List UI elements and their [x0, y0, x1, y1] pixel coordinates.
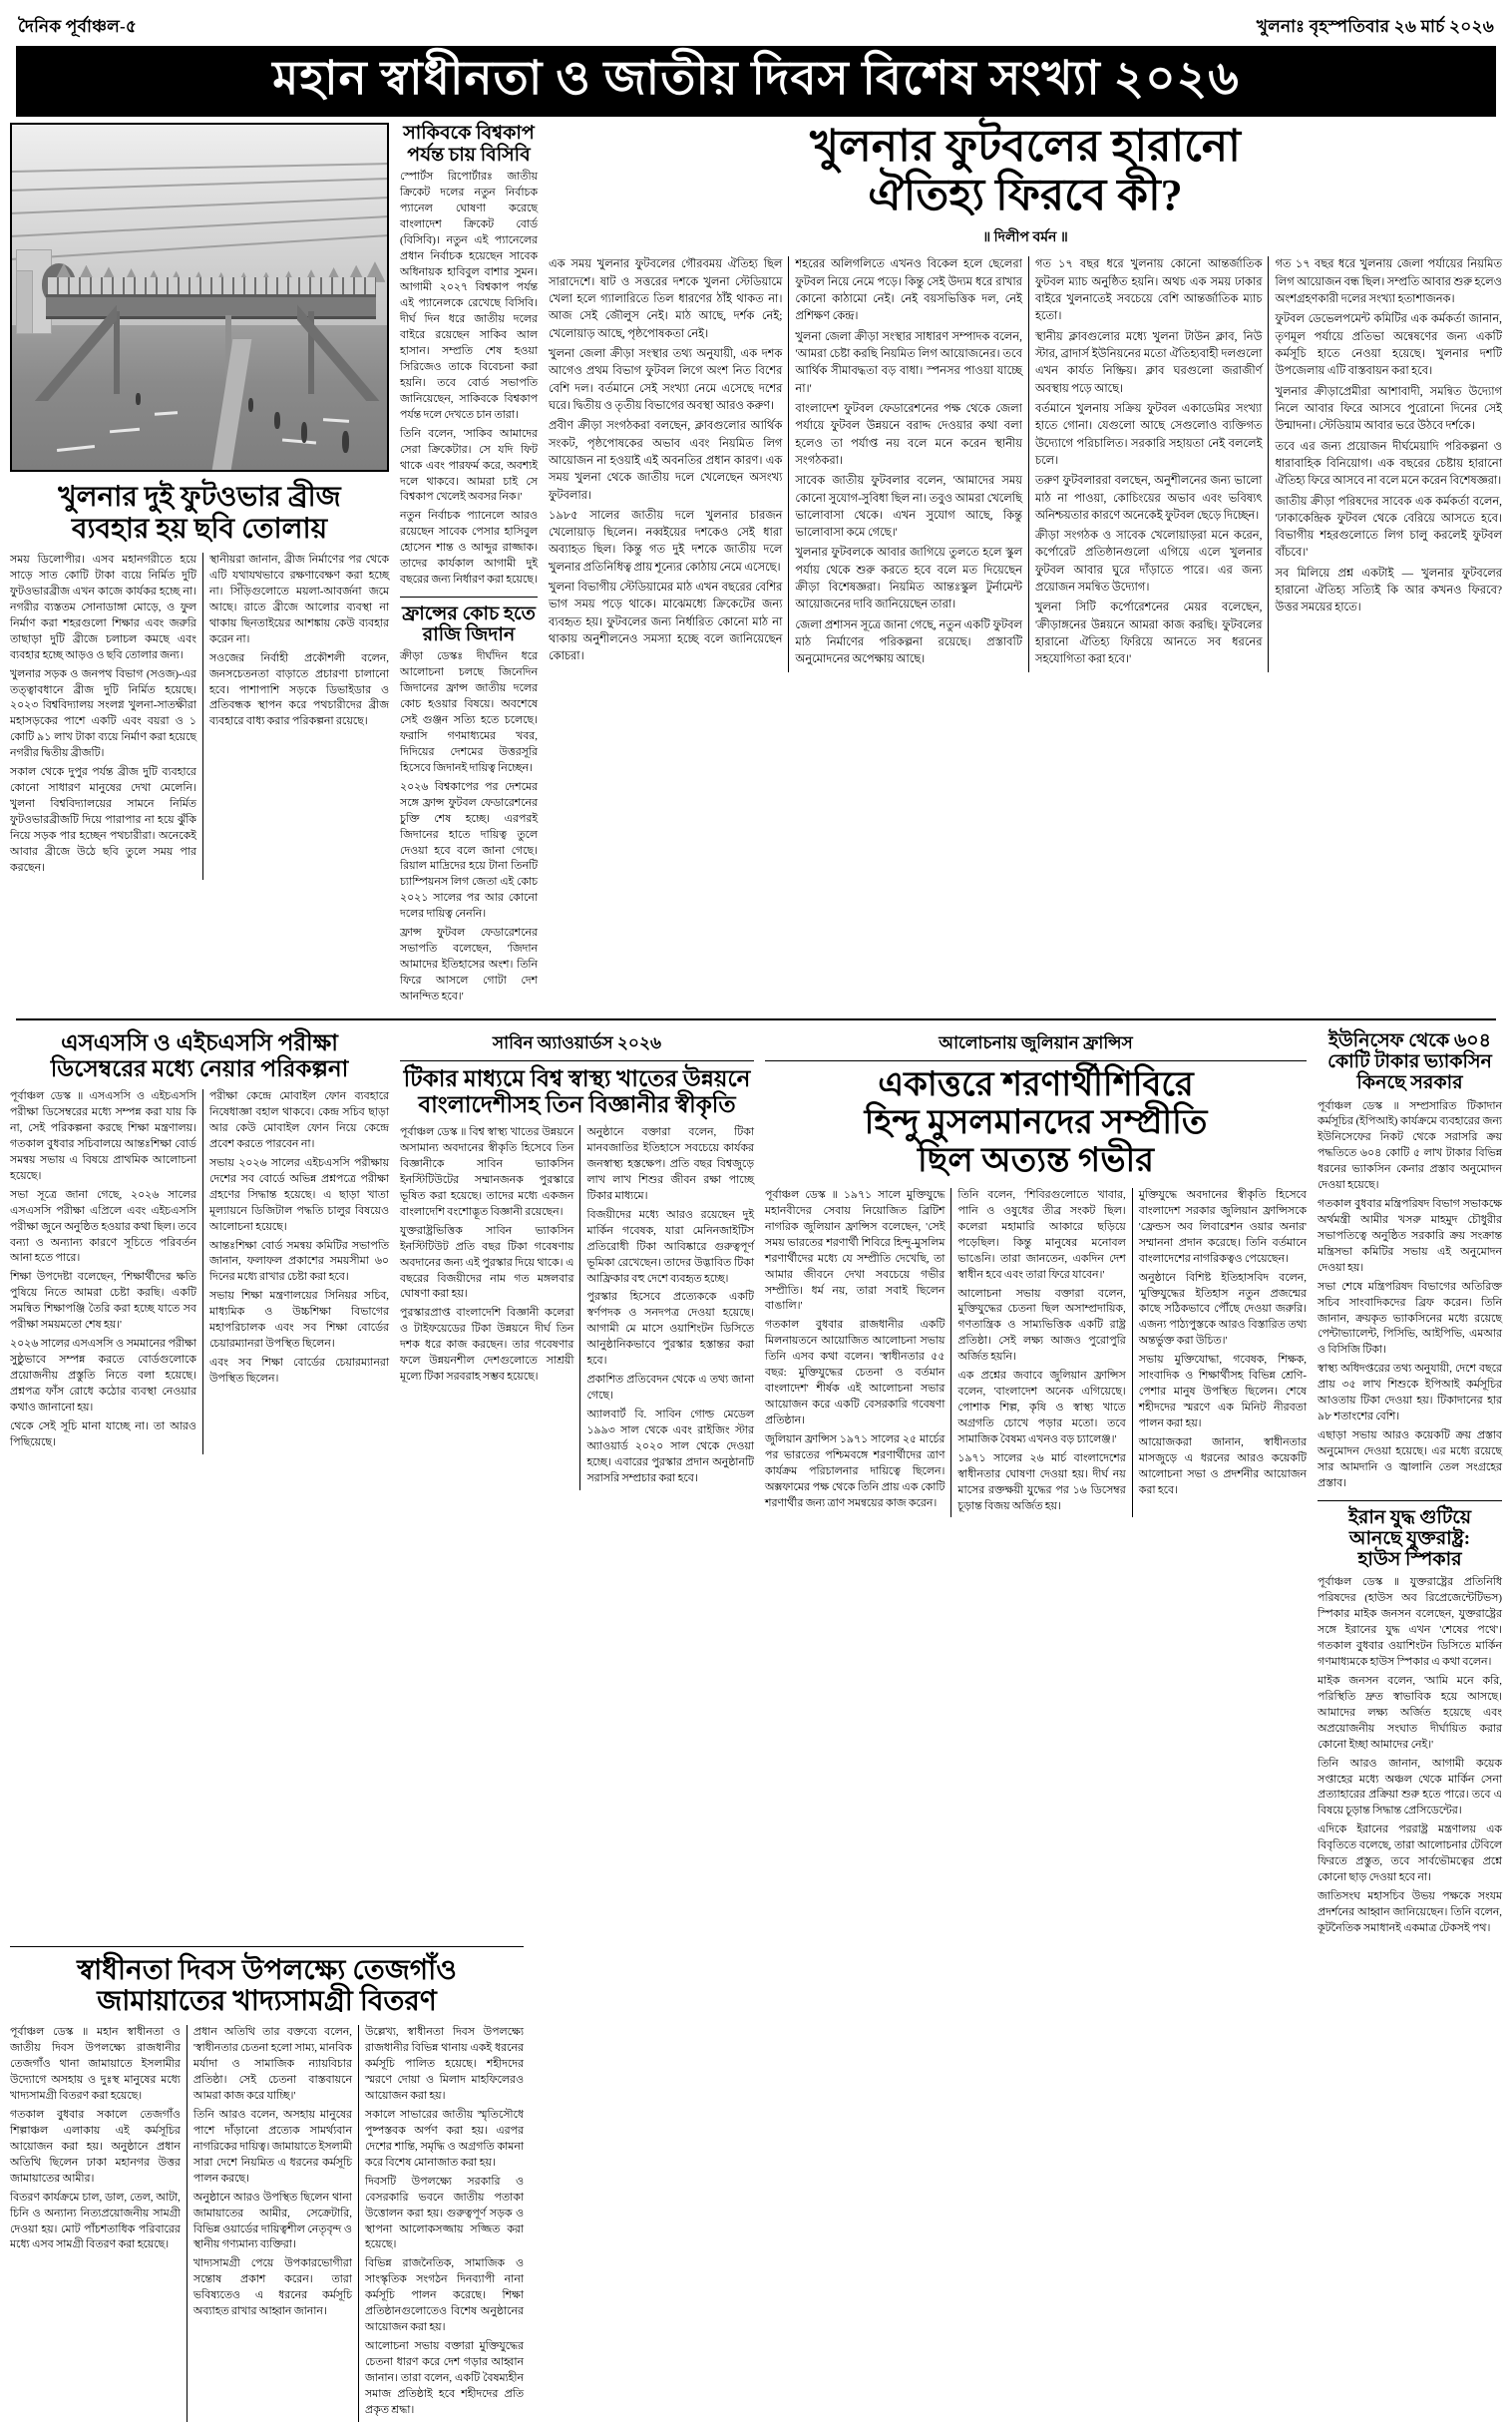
julian-headline-line2: হিন্দু মুসলমানদের সম্প্রীতি: [864, 1103, 1208, 1141]
paragraph: জেলা প্রশাসন সূত্রে জানা গেছে, নতুন একটি ফুটবল মাঠ নির্মাণের পরিকল্পনা রয়েছে। প্রস্তাবটি অনুমোদনের অপেক্ষায় আছে।: [795, 618, 1022, 666]
paragraph: আন্তঃশিক্ষা বোর্ড সমন্বয় কমিটির সভাপতি জানান, ফলাফল প্রকাশের সময়সীমা ৬০ দিনের মধ্যে রাখার চেষ্টা করা হবে।: [208, 1239, 389, 1284]
paragraph: পূর্বাঞ্চল ডেস্ক ॥ ১৯৭১ সালে মুক্তিযুদ্ধে মহানবীদের সেবায় নিয়োজিত ব্রিটিশ নাগরিক জুলিয়ান ফ্রান্সিস বলেছেন, 'সেই সময় ভারতের শরণার্থী শিবিরে হিন্দু-মুসলিম শরণার্থীদের মধ্যে যে সম্প্রীতি দেখেছি, তা আমার জীবনে দেখা সবচেয়ে গভীর সম্প্রীতি। ধর্ম নয়, তারা সবাই ছিলেন বাঙালি।': [765, 1189, 945, 1313]
paragraph: বর্তমানে খুলনায় সক্রিয় ফুটবল একাডেমির সংখ্যা হাতে গোনা। যেগুলো আছে সেগুলোও ব্যক্তিগত উদ্যোগে পরিচালিত। সরকারি সহায়তা নেই বললেই চলে।: [1034, 402, 1263, 467]
jamaat-body-col1: [10, 2025, 181, 2421]
paragraph: খাদ্যসামগ্রী পেয়ে উপকারভোগীরা সন্তোষ প্রকাশ করেন। তারা ভবিষ্যতেও এ ধরনের কর্মসূচি অব্যাহত রাখার আহ্বান জানান।: [192, 2257, 352, 2318]
football-body: [549, 256, 1502, 672]
paragraph: সভা শেষে মন্ত্রিপরিষদ বিভাগের অতিরিক্ত সচিব সাংবাদিকদের ব্রিফ করেন। তিনি জানান, ক্রয়কৃত ভ্যাকসিনের মধ্যে রয়েছে পেন্টাভ্যালেন্ট, পিসিভি, আইপিভি, এমআর ও বিসিজি টিকা।: [1318, 1280, 1502, 1357]
jamaat-story: [10, 1946, 524, 2422]
paragraph: খুলনার ক্রীড়াপ্রেমীরা আশাবাদী, সমন্বিত উদ্যোগ নিলে আবার ফিরে আসবে পুরোনো দিনের সেই উন্মাদনা। স্টেডিয়াম আবার ভরে উঠবে দর্শকে।: [1275, 385, 1502, 433]
paragraph: গতকাল বুধবার সকালে তেজগাঁও শিল্পাঞ্চল এলাকায় এই কর্মসূচির আয়োজন করা হয়। অনুষ্ঠানে প্রধান অতিথি ছিলেন ঢাকা মহানগর উত্তর জামায়াতের আমীর।: [10, 2109, 181, 2185]
football-headline-line1: খুলনার ফুটবলের হারানো: [810, 122, 1241, 172]
sakib-body: [400, 170, 538, 589]
iran-headline: [1318, 1507, 1502, 1571]
paragraph: গতকাল বুধবার মন্ত্রিপরিষদ বিভাগ সভাকক্ষে অর্থমন্ত্রী আমীর খসরু মাহমুদ চৌধুরীর সভাপতিত্বে অনুষ্ঠিত সরকারি ক্রয় সংক্রান্ত মন্ত্রিসভা কমিটির সভায় এই অনুমোদন দেওয়া হয়।: [1318, 1198, 1502, 1274]
paragraph: ফুটবল ডেভেলপমেন্ট কমিটির এক কর্মকর্তা জানান, তৃণমূল পর্যায়ে প্রতিভা অন্বেষণের জন্য একটি কর্মসূচি হাতে নেওয়া হয়েছে। খুলনার দশটি উপজেলায় এটি বাস্তবায়ন করা হবে।: [1275, 313, 1502, 378]
paragraph: মাইক জনসন বলেন, 'আমি মনে করি, পরিস্থিতি দ্রুত স্বাভাবিক হয়ে আসছে। আমাদের লক্ষ্য অর্জিত হয়েছে এবং অপ্রয়োজনীয় সংঘাত দীর্ঘায়িত করার কোনো ইচ্ছা আমাদের নেই।': [1318, 1675, 1502, 1751]
paragraph: বিতরণ কার্যক্রমে চাল, ডাল, তেল, আটা, চিনি ও অন্যান্য নিত্যপ্রয়োজনীয় সামগ্রী দেওয়া হয়। মোট পাঁচশতাধিক পরিবারের মধ্যে এসব সামগ্রী বিতরণ করা হয়েছে।: [10, 2191, 181, 2251]
bottom-section: [10, 1946, 1502, 2422]
paragraph: এদিকে ইরানের পররাষ্ট্র মন্ত্রণালয় এক বিবৃতিতে বলেছে, তারা আলোচনার টেবিলে ফিরতে প্রস্তুত, তবে সার্বভৌমত্বের প্রশ্নে কোনো ছাড় দেওয়া হবে না।: [1318, 1823, 1502, 1884]
julian-headline-line1: একাত্তরে শরণার্থীশিবিরে: [878, 1065, 1194, 1103]
paragraph: আয়োজকরা জানান, স্বাধীনতার মাসজুড়ে এ ধরনের আরও কয়েকটি আলোচনা সভা ও প্রদর্শনীর আয়োজন করা হবে।: [1138, 1435, 1307, 1496]
julian-kicker: আলোচনায় জুলিয়ান ফ্রান্সিস: [765, 1030, 1307, 1061]
paragraph: তবে এর জন্য প্রয়োজন দীর্ঘমেয়াদি পরিকল্পনা ও ধারাবাহিক বিনিয়োগ। এক বছরের চেষ্টায় হারানো ঐতিহ্য ফিরে আসবে না বলে মনে করেন বিশেষজ্ঞরা।: [1275, 440, 1502, 488]
iran-headline-line1: ইরান যুদ্ধ গুটিয়ে: [1347, 1506, 1472, 1528]
paragraph: প্রকাশিত প্রতিবেদন থেকে এ তথ্য জানা গেছে।: [586, 1374, 754, 1403]
paragraph: গত ১৭ বছর ধরে খুলনায় কোনো আন্তর্জাতিক ফুটবল ম্যাচ অনুষ্ঠিত হয়নি। অথচ এক সময় ঢাকার বাইরে খুলনাতেই সবচেয়ে বেশি আন্তর্জাতিক ম্যাচ হতো।: [1034, 258, 1263, 323]
paragraph: খুলনা বিভাগীয় স্টেডিয়ামের মাঠ এখন বছরের বেশির ভাগ সময় পড়ে থাকে। মাঝেমধ্যে ক্রিকেটের জন্য ব্যবহৃত হয়। ফুটবলের জন্য নির্ধারিত কোনো মাঠ না থাকায় অনুশীলনেও সমস্যা হচ্ছে বলে জানিয়েছেন কোচরা।: [549, 582, 783, 663]
paragraph: এবং সব শিক্ষা বোর্ডের চেয়ারম্যানরা উপস্থিত ছিলেন।: [208, 1357, 389, 1385]
julian-headline: [765, 1066, 1307, 1180]
paragraph: সভায় ২০২৬ সালের এইচএসসি পরীক্ষায় দেশের সব বোর্ডে অভিন্ন প্রশ্নপত্রে পরীক্ষা গ্রহণের সিদ্ধান্ত হয়েছে। এ ছাড়া খাতা মূল্যায়নে ডিজিটাল পদ্ধতি চালুর বিষয়েও আলোচনা হয়েছে।: [208, 1156, 389, 1233]
jidan-headline-line2: রাজি জিদান: [422, 624, 516, 646]
football-body-col2: [788, 256, 1022, 672]
jamaat-headline-line1: স্বাধীনতা দিবস উপলক্ষ্যে তেজগাঁও: [77, 1954, 457, 1986]
paragraph: প্রধান অতিথি তার বক্তব্যে বলেন, 'স্বাধীনতার চেতনা হলো সাম্য, মানবিক মর্যাদা ও সামাজিক ন্যায়বিচার প্রতিষ্ঠা। সেই চেতনা বাস্তবায়নে আমরা কাজ করে যাচ্ছি।': [192, 2026, 352, 2103]
paragraph: শিক্ষা উপদেষ্টা বলেছেন, 'শিক্ষার্থীদের ক্ষতি পুষিয়ে নিতে আমরা চেষ্টা করছি। একটি সমন্বিত শিক্ষাপঞ্জি তৈরি করা হচ্ছে যাতে সব পরীক্ষা সময়মতো শেষ হয়।': [10, 1271, 196, 1332]
special-edition-banner: মহান স্বাধীনতা ও জাতীয় দিবস বিশেষ সংখ্যা ২০২৬: [16, 46, 1496, 117]
paragraph: ক্রীড়া সংগঠক ও সাবেক খেলোয়াড়রা মনে করেন, কর্পোরেট প্রতিষ্ঠানগুলো এগিয়ে এলে খুলনার ফুটবল আবার ঘুরে দাঁড়াতে পারে। এর জন্য প্রয়োজন সমন্বিত উদ্যোগ।: [1034, 530, 1263, 595]
jamaat-headline: [10, 1955, 524, 2018]
top-section: [10, 123, 1502, 1008]
sabin-body-col1: [400, 1125, 573, 1489]
sakib-headline: [400, 123, 538, 166]
paragraph: গত ১৭ বছর ধরে খুলনায় জেলা পর্যায়ের নিয়মিত লিগ আয়োজন বন্ধ ছিল। সম্প্রতি আবার শুরু হলেও অংশগ্রহণকারী দলের সংখ্যা হতাশাজনক।: [1275, 258, 1502, 305]
masthead-line: [10, 0, 1502, 44]
football-headline: [549, 123, 1502, 219]
publication-name: দৈনিক পূর্বাঞ্চল-৫: [18, 17, 138, 36]
paragraph: আলোচনা সভায় বক্তারা মুক্তিযুদ্ধের চেতনা ধারণ করে দেশ গড়ার আহ্বান জানান। তারা বলেন, একটি বৈষম্যহীন সমাজ প্রতিষ্ঠাই হবে শহীদদের প্রতি প্রকৃত শ্রদ্ধা।: [364, 2340, 524, 2416]
football-headline-line2: ঐতিহ্য ফিরবে কী?: [868, 170, 1183, 219]
paragraph: পূর্বাঞ্চল ডেস্ক ॥ এসএসসি ও এইচএসসি পরীক্ষা ডিসেম্বরের মধ্যে সম্পন্ন করা যায় কি না, সেই পরিকল্পনা করছে শিক্ষা মন্ত্রণালয়। গতকাল বুধবার সচিবালয়ে আন্তঃশিক্ষা বোর্ড সমন্বয় সভায় এ বিষয়ে প্রাথমিক আলোচনা হয়েছে।: [10, 1090, 196, 1182]
paragraph: ১৯৭১ সালের ২৬ মার্চ বাংলাদেশের স্বাধীনতার ঘোষণা দেওয়া হয়। দীর্ঘ নয় মাসের রক্তক্ষয়ী যুদ্ধের পর ১৬ ডিসেম্বর চূড়ান্ত বিজয় অর্জিত হয়।: [957, 1451, 1126, 1512]
photo-story-body-col1: [10, 553, 196, 879]
paragraph: থেকে সেই সূচি মানা যাচ্ছে না। তা আরও পিছিয়েছে।: [10, 1419, 196, 1448]
paragraph: পুরস্কারপ্রাপ্ত বাংলাদেশি বিজ্ঞানী কলেরা ও টাইফয়েডের টিকা উন্নয়নে দীর্ঘ তিন দশক ধরে কাজ করছেন। তার গবেষণার ফলে উন্নয়নশীল দেশগুলোতে সাশ্রয়ী মূল্যে টিকা সরবরাহ সম্ভব হয়েছে।: [400, 1307, 574, 1384]
paragraph: এক সময় খুলনার ফুটবলের গৌরবময় ঐতিহ্য ছিল সারাদেশে। ষাট ও সত্তরের দশকে খুলনা স্টেডিয়ামে খেলা হলে গ্যালারিতে তিল ধারণের ঠাঁই থাকত না। আজ সেই জৌলুস নেই। মাঠ আছে, দর্শক নেই; খেলোয়াড় আছে, পৃষ্ঠপোষকতা নেই।: [549, 258, 783, 340]
julian-headline-line3: ছিল অত্যন্ত গভীর: [918, 1141, 1154, 1179]
paragraph: ২০২৬ সালের এসএসসি ও সমমানের পরীক্ষা সুষ্ঠুভাবে সম্পন্ন করতে বোর্ডগুলোকে প্রয়োজনীয় প্রস্তুতি নিতে বলা হয়েছে। প্রশ্নপত্র ফাঁস রোধে কঠোর ব্যবস্থা নেওয়ার কথাও জানানো হয়।: [10, 1338, 196, 1413]
paragraph: জাতীয় ক্রীড়া পরিষদের সাবেক এক কর্মকর্তা বলেন, 'ঢাকাকেন্দ্রিক ফুটবল থেকে বেরিয়ে আসতে হবে। বিভাগীয় শহরগুলোতে লিগ চালু করলেই ফুটবল বাঁচবে।': [1275, 495, 1502, 560]
photo-story-column: [10, 123, 389, 879]
paragraph: উল্লেখ্য, স্বাধীনতা দিবস উপলক্ষ্যে রাজধানীর বিভিন্ন থানায় একই ধরনের কর্মসূচি পালিত হয়েছে। শহীদদের স্মরণে দোয়া ও মিলাদ মাহফিলেরও আয়োজন করা হয়।: [364, 2026, 524, 2103]
paragraph: সভা সূত্রে জানা গেছে, ২০২৬ সালের এসএসসি পরীক্ষা এপ্রিলে এবং এইচএসসি পরীক্ষা জুনে অনুষ্ঠিত হওয়ার কথা ছিল। তবে বন্যা ও অন্যান্য কারণে সূচিতে পরিবর্তন আনা হতে পারে।: [10, 1188, 196, 1265]
paragraph: অনুষ্ঠানে বিশিষ্ট ইতিহাসবিদ বলেন, 'মুক্তিযুদ্ধের ইতিহাস নতুন প্রজন্মের কাছে সঠিকভাবে পৌঁছে দেওয়া জরুরি। এজন্য পাঠ্যপুস্তকে আরও বিস্তারিত তথ্য অন্তর্ভুক্ত করা উচিত।': [1138, 1271, 1307, 1348]
paragraph: বাংলাদেশ ফুটবল ফেডারেশনের পক্ষ থেকে জেলা পর্যায়ে ফুটবল উন্নয়নে বরাদ্দ দেওয়ার কথা বলা হলেও তা পর্যাপ্ত নয় বলে মনে করেন স্থানীয় সংগঠকরা।: [795, 402, 1022, 467]
exam-body-col1: [10, 1089, 196, 1453]
paragraph: দিবসটি উপলক্ষ্যে সরকারি ও বেসরকারি ভবনে জাতীয় পতাকা উত্তোলন করা হয়। গুরুত্বপূর্ণ সড়ক ও স্থাপনা আলোকসজ্জায় সজ্জিত করা হয়েছে।: [364, 2175, 524, 2251]
exam-headline-line2: ডিসেম্বরের মধ্যে নেয়ার পরিকল্পনা: [50, 1055, 349, 1081]
jidan-body: [400, 649, 538, 1005]
sabin-headline: [400, 1066, 754, 1118]
paragraph: অ্যালবার্ট বি. সাবিন গোল্ড মেডেল ১৯৯৩ সাল থেকে এবং রাইজিং স্টার অ্যাওয়ার্ড ২০২০ সাল থেকে দেওয়া হচ্ছে। এবারের পুরস্কার প্রদান অনুষ্ঠানটি সরাসরি সম্প্রচার করা হবে।: [586, 1408, 754, 1484]
jidan-headline: [400, 604, 538, 646]
exam-story: [10, 1030, 389, 1454]
paragraph: স্থানীয় ক্লাবগুলোর মধ্যে খুলনা টাউন ক্লাব, নিউ স্টার, ব্রাদার্স ইউনিয়নের মতো ঐতিহ্যবাহী দলগুলো এখন কার্যত নিষ্ক্রিয়। ক্লাব ঘরগুলো জরাজীর্ণ অবস্থায় পড়ে আছে।: [1034, 330, 1263, 395]
sabin-story: [400, 1030, 754, 1490]
unicef-headline-line3: কিনছে সরকার: [1356, 1072, 1463, 1094]
paragraph: অনুষ্ঠানে বক্তারা বলেন, টিকা মানবজাতির ইতিহাসে সবচেয়ে কার্যকর জনস্বাস্থ্য হস্তক্ষেপ। প্রতি বছর বিশ্বজুড়ে লাখ লাখ শিশুর জীবন রক্ষা পাচ্ছে টিকার মাধ্যমে।: [586, 1126, 754, 1202]
paragraph: তিনি আরও জানান, আগামী কয়েক সপ্তাহের মধ্যে অঞ্চল থেকে মার্কিন সেনা প্রত্যাহারের প্রক্রিয়া শুরু হতে পারে। তবে এ বিষয়ে চূড়ান্ত সিদ্ধান্ত প্রেসিডেন্টের।: [1318, 1757, 1502, 1817]
paragraph: তিনি বলেন, 'সাকিব আমাদের সেরা ক্রিকেটার। সে যদি ফিট থাকে এবং পারফর্ম করে, অবশ্যই দলে থাকবে। আমরা চাই সে বিশ্বকাপ খেলেই অবসর নিক।': [400, 427, 538, 504]
paragraph: যুক্তরাষ্ট্রভিত্তিক সাবিন ভ্যাকসিন ইনস্টিটিউট প্রতি বছর টিকা গবেষণায় অবদানের জন্য এই পুরস্কার দিয়ে থাকে। এ বছরের বিজয়ীদের নাম গত মঙ্গলবার ঘোষণা করা হয়।: [400, 1224, 574, 1301]
photo-story-headline-line2: ব্যবহার হয় ছবি তোলায়: [71, 513, 328, 545]
exam-body-col2: [202, 1089, 389, 1453]
paragraph: খুলনা জেলা ক্রীড়া সংস্থার সাধারণ সম্পাদক বলেন, 'আমরা চেষ্টা করছি নিয়মিত লিগ আয়োজনের। তবে আর্থিক সীমাবদ্ধতা বড় বাধা। স্পনসর পাওয়া যাচ্ছে না।': [795, 330, 1022, 395]
paragraph: গতকাল বুধবার রাজধানীর একটি মিলনায়তনে আয়োজিত আলোচনা সভায় তিনি এসব কথা বলেন। 'স্বাধীনতার ৫৫ বছর: মুক্তিযুদ্ধের চেতনা ও বর্তমান বাংলাদেশ' শীর্ষক এই আলোচনা সভার আয়োজন করে একটি বেসরকারি গবেষণা প্রতিষ্ঠান।: [765, 1319, 945, 1426]
photo-story-body-col2: [202, 553, 389, 879]
paragraph: শহরের অলিগলিতে এখনও বিকেল হলে ছেলেরা ফুটবল নিয়ে নেমে পড়ে। কিন্তু সেই উদ্যম ধরে রাখার কোনো কাঠামো নেই। নেই বয়সভিত্তিক দল, নেই প্রশিক্ষণ কেন্দ্র।: [795, 258, 1022, 323]
football-body-col3: [1028, 256, 1263, 672]
unicef-body: [1318, 1099, 1502, 1492]
paragraph: স্পোর্টস রিপোর্টারঃ জাতীয় ক্রিকেট দলের নতুন নির্বাচক প্যানেল ঘোষণা করেছে বাংলাদেশ ক্রিকেট বোর্ড (বিসিবি)। নতুন এই প্যানেলের প্রধান নির্বাচক হয়েছেন সাবেক অধিনায়ক হাবিবুল বাশার সুমন। আগামী ২০২৭ বিশ্বকাপ পর্যন্ত এই প্যানেলকে রেখেছে বিসিবি। দীর্ঘ দিন ধরে জাতীয় দলের বাইরে রয়েছেন সাকিব আল হাসান। সম্প্রতি শেষ হওয়া সিরিজেও তাকে বিবেচনা করা হয়নি। তবে বোর্ড সভাপতি জানিয়েছেন, সাকিবকে বিশ্বকাপ পর্যন্ত দলে দেখতে চান তারা।: [400, 170, 538, 421]
sakib-headline-line2: পর্যন্ত চায় বিসিবি: [407, 144, 531, 166]
photo-story-headline-line1: খুলনার দুই ফুটওভার ব্রীজ: [58, 482, 341, 514]
paragraph: তিনি বলেন, 'শিবিরগুলোতে খাবার, পানি ও ওষুধের তীব্র সংকট ছিল। কলেরা মহামারি আকারে ছড়িয়ে পড়েছিল। কিন্তু মানুষের মনোবল ভাঙেনি। তারা জানতেন, একদিন দেশ স্বাধীন হবে এবং তারা ফিরে যাবেন।': [957, 1189, 1126, 1281]
unicef-headline: [1318, 1030, 1502, 1094]
football-feature: [549, 123, 1502, 671]
paragraph: পূর্বাঞ্চল ডেস্ক ॥ বিশ্ব স্বাস্থ্য খাতের উন্নয়নে অসামান্য অবদানের স্বীকৃতি হিসেবে তিন বিজ্ঞানীকে সাবিন ভ্যাকসিন ইনস্টিটিউটের সম্মানজনক পুরস্কারে ভূষিত করা হয়েছে। তাদের মধ্যে একজন বাংলাদেশি বংশোদ্ভূত বিজ্ঞানী রয়েছেন।: [400, 1126, 574, 1218]
sabin-headline-line2: বাংলাদেশীসহ তিন বিজ্ঞানীর স্বীকৃতি: [418, 1091, 736, 1117]
paragraph: অনুষ্ঠানে আরও উপস্থিত ছিলেন থানা জামায়াতের আমীর, সেক্রেটারি, বিভিন্ন ওয়ার্ডের দায়িত্বশীল নেতৃবৃন্দ ও স্থানীয় গণ্যমান্য ব্যক্তিরা।: [192, 2191, 352, 2251]
julian-body-col1: [765, 1188, 945, 1517]
middle-section: [10, 1030, 1502, 1940]
sabin-headline-line1: টিকার মাধ্যমে বিশ্ব স্বাস্থ্য খাতের উন্নয়নে: [403, 1065, 751, 1091]
paragraph: তরুণ ফুটবলাররা বলছেন, অনুশীলনের জন্য ভালো মাঠ না পাওয়া, কোচিংয়ের অভাব এবং ভবিষ্যৎ অনিশ্চয়তার কারণে অনেকেই ফুটবল ছেড়ে দিচ্ছেন।: [1034, 475, 1263, 522]
paragraph: পূর্বাঞ্চল ডেস্ক ॥ যুক্তরাষ্ট্রের প্রতিনিধি পরিষদের (হাউস অব রিপ্রেজেন্টেটিভস) স্পিকার মাইক জনসন বলেছেন, যুক্তরাষ্ট্রের সঙ্গে ইরানের যুদ্ধ এখন 'শেষের পথে'। গতকাল বুধবার ওয়াশিংটন ডিসিতে মার্কিন গণমাধ্যমকে হাউস স্পিকার এ কথা বলেন।: [1318, 1576, 1502, 1669]
paragraph: খুলনা সিটি কর্পোরেশনের মেয়র বলেছেন, 'ক্রীড়াঙ্গনের উন্নয়নে আমরা কাজ করছি। ফুটবলের হারানো ঐতিহ্য ফিরিয়ে আনতে সব ধরনের সহযোগিতা করা হবে।': [1034, 602, 1263, 666]
paragraph: নতুন নির্বাচক প্যানেলে আরও রয়েছেন সাবেক পেসার হাসিবুল হোসেন শান্ত ও আব্দুর রাজ্জাক। তাদের কার্যকাল আগামী দুই বছরের জন্য নির্ধারণ করা হয়েছে।: [400, 510, 538, 587]
paragraph: সভায় মুক্তিযোদ্ধা, গবেষক, শিক্ষক, সাংবাদিক ও শিক্ষার্থীসহ বিভিন্ন শ্রেণি-পেশার মানুষ উপস্থিত ছিলেন। শেষে শহীদদের স্মরণে এক মিনিট নীরবতা পালন করা হয়।: [1138, 1354, 1307, 1429]
paragraph: সাবেক জাতীয় ফুটবলার বলেন, 'আমাদের সময় কোনো সুযোগ-সুবিধা ছিল না। তবুও আমরা খেলেছি ভালোবাসা থেকে। এখন সুযোগ আছে, কিন্তু ভালোবাসা কমে গেছে।': [795, 475, 1022, 540]
paragraph: তিনি আরও বলেন, অসহায় মানুষের পাশে দাঁড়ানো প্রত্যেক সামর্থ্যবান নাগরিকের দায়িত্ব। জামায়াতে ইসলামী সারা দেশে নিয়মিত এ ধরনের কর্মসূচি পালন করছে।: [192, 2109, 352, 2185]
iran-body: [1318, 1575, 1502, 1936]
jamaat-body-col2: [187, 2025, 352, 2421]
paragraph: খুলনার ফুটবলকে আবার জাগিয়ে তুলতে হলে স্কুল পর্যায় থেকে শুরু করতে হবে বলে মত দিয়েছেন ক্রীড়া বিশেষজ্ঞরা। নিয়মিত আন্তঃস্কুল টুর্নামেন্ট আয়োজনের দাবি জানিয়েছেন তারা।: [795, 547, 1022, 611]
unicef-headline-line2: কোটি টাকার ভ্যাকসিন: [1327, 1051, 1492, 1073]
football-body-col4: [1268, 256, 1502, 672]
paragraph: স্থানীয়রা জানান, ব্রীজ নির্মাণের পর থেকে এটি যথাযথভাবে রক্ষণাবেক্ষণ করা হচ্ছে না। সিঁড়িগুলোতে ময়লা-আবর্জনা জমে আছে। রাতে ব্রীজে আলোর ব্যবস্থা না থাকায় ছিনতাইয়ের আশঙ্কায় কেউ ব্যবহার করেন না।: [208, 554, 389, 645]
paragraph: সভায় শিক্ষা মন্ত্রণালয়ের সিনিয়র সচিব, মাধ্যমিক ও উচ্চশিক্ষা বিভাগের মহাপরিচালক এবং সব শিক্ষা বোর্ডের চেয়ারম্যানরা উপস্থিত ছিলেন।: [208, 1290, 389, 1351]
paragraph: সকাল থেকে দুপুর পর্যন্ত ব্রীজ দুটি ব্যবহারে কোনো সাধারণ মানুষের দেখা মেলেনি। খুলনা বিশ্ববিদ্যালয়ের সামনে নির্মিত ফুটওভারব্রীজটি দিয়ে পারাপার না হয়ে ঝুঁকি নিয়ে সড়ক পার হচ্ছেন পথচারীরা। অনেকেই আবার ব্রীজে উঠে ছবি তুলে সময় পার করছেন।: [10, 766, 196, 874]
paragraph: পূর্বাঞ্চল ডেস্ক ॥ মহান স্বাধীনতা ও জাতীয় দিবস উপলক্ষ্যে রাজধানীর তেজগাঁও থানা জামায়াতে ইসলামীর উদ্যোগে অসহায় ও দুঃস্থ মানুষের মধ্যে খাদ্যসামগ্রী বিতরণ করা হয়েছে।: [10, 2026, 181, 2103]
footover-bridge-photo: [10, 123, 389, 472]
paragraph: সওজের নির্বাহী প্রকৌশলী বলেন, জনসচেতনতা বাড়াতে প্রচারণা চালানো হবে। পাশাপাশি সড়কে ডিভাইডার ও প্রতিবন্ধক স্থাপন করে পথচারীদের ব্রীজ ব্যবহারে বাধ্য করার পরিকল্পনা রয়েছে।: [208, 651, 389, 728]
photo-story-headline: [10, 482, 389, 545]
paragraph: ফ্রান্স ফুটবল ফেডারেশনের সভাপতি বলেছেন, 'জিদান আমাদের ইতিহাসের অংশ। তিনি ফিরে আসলে গোটা দেশ আনন্দিত হবে।': [400, 927, 538, 1003]
exam-headline-line1: এসএসসি ও এইচএসসি পরীক্ষা: [61, 1029, 338, 1055]
paragraph: পূর্বাঞ্চল ডেস্ক ॥ সম্প্রসারিত টিকাদান কর্মসূচির (ইপিআই) কার্যক্রমে ব্যবহারের জন্য ইউনিসেফের নিকট থেকে সরাসরি ক্রয় পদ্ধতিতে ৬০৪ কোটি ৫ লাখ টাকার বিভিন্ন ধরনের ভ্যাকসিন কেনার প্রস্তাব অনুমোদন দেওয়া হয়েছে।: [1318, 1099, 1502, 1192]
julian-body-col2: [950, 1188, 1125, 1517]
paragraph: খুলনার সড়ক ও জনপথ বিভাগ (সওজ)-এর তত্ত্বাবধানে ব্রীজ দুটি নির্মিত হয়েছে। ২০২৩ বিশ্ববিদ্যালয় সংলগ্ন খুলনা-সাতক্ষীরা মহাসড়কের পাশে একটি এবং বয়রা ও ১ কোটি ৯১ লাখ টাকা ব্যয়ে নির্মাণ করা হয়েছে নগরীর দ্বিতীয় ব্রীজটি।: [10, 667, 196, 760]
jamaat-body-col3: [358, 2025, 524, 2421]
sakib-headline-line1: সাকিবকে বিশ্বকাপ: [403, 123, 535, 145]
edition-dateline: খুলনাঃ বৃহস্পতিবার ২৬ মার্চ ২০২৬: [1256, 17, 1494, 36]
paragraph: পরীক্ষা কেন্দ্রে মোবাইল ফোন ব্যবহারে নিষেধাজ্ঞা বহাল থাকবে। কেন্দ্র সচিব ছাড়া আর কেউ মোবাইল ফোন নিয়ে কেন্দ্রে প্রবেশ করতে পারবেন না।: [208, 1090, 389, 1151]
paragraph: ক্রীড়া ডেস্কঃ দীর্ঘদিন ধরে আলোচনা চলছে জিনেদিন জিদানের ফ্রান্স জাতীয় দলের কোচ হওয়ার বিষয়ে। অবশেষে সেই গুঞ্জন সত্যি হতে চলেছে। ফরাসি গণমাধ্যমের খবর, দিদিয়ের দেশমের উত্তরসূরি হিসেবে জিদানই দায়িত্ব নিচ্ছেন।: [400, 650, 538, 774]
paragraph: সব মিলিয়ে প্রশ্ন একটাই — খুলনার ফুটবলের হারানো ঐতিহ্য সত্যিই কি আর কখনও ফিরবে? উত্তর সময়ের হাতে।: [1275, 567, 1502, 614]
sabin-body-col2: [579, 1125, 754, 1489]
paragraph: পুরস্কার হিসেবে প্রত্যেককে একটি স্বর্ণপদক ও সনদপত্র দেওয়া হয়েছে। আগামী মে মাসে ওয়াশিংটন ডিসিতে আনুষ্ঠানিকভাবে পুরস্কার হস্তান্তর করা হবে।: [586, 1291, 754, 1368]
sports-column: [400, 123, 538, 1008]
unicef-headline-line1: ইউনিসেফ থেকে ৬০৪: [1327, 1029, 1491, 1051]
julian-story: [765, 1030, 1307, 1518]
paragraph: খুলনা জেলা ক্রীড়া সংস্থার তথ্য অনুযায়ী, এক দশক আগেও প্রথম বিভাগ ফুটবল লিগে অংশ নিত বিশের বেশি দল। বর্তমানে সেই সংখ্যা নেমে এসেছে দশের ঘরে। দ্বিতীয় ও তৃতীয় বিভাগের অবস্থা আরও করুণ।: [549, 347, 783, 412]
paragraph: মুক্তিযুদ্ধে অবদানের স্বীকৃতি হিসেবে বাংলাদেশ সরকার জুলিয়ান ফ্রান্সিসকে 'ফ্রেন্ডস অব লিবারেশন ওয়ার অনার' সম্মাননা প্রদান করেছে। তিনি বর্তমানে বাংলাদেশের নাগরিকত্বও পেয়েছেন।: [1138, 1189, 1307, 1265]
football-body-col1: [549, 256, 782, 672]
paragraph: বিজয়ীদের মধ্যে আরও রয়েছেন দুই মার্কিন গবেষক, যারা মেনিনজাইটিস প্রতিরোধী টিকা আবিষ্কারে গুরুত্বপূর্ণ ভূমিকা রেখেছেন। তাদের উদ্ভাবিত টিকা আফ্রিকার বহু দেশে ব্যবহৃত হচ্ছে।: [586, 1208, 754, 1285]
julian-body-col3: [1132, 1188, 1307, 1517]
paragraph: এছাড়া সভায় আরও কয়েকটি ক্রয় প্রস্তাব অনুমোদন দেওয়া হয়েছে। এর মধ্যে রয়েছে সার আমদানি ও জ্বালানি তেল সংগ্রহের প্রস্তাব।: [1318, 1429, 1502, 1489]
iran-headline-line2: আনছে যুক্তরাষ্ট্র:: [1348, 1527, 1471, 1549]
football-byline: ॥ দিলীপ বর্মন ॥: [982, 230, 1068, 246]
paragraph: ২০২৬ বিশ্বকাপের পর দেশমের সঙ্গে ফ্রান্স ফুটবল ফেডারেশনের চুক্তি শেষ হচ্ছে। এরপরই জিদানের হাতে দায়িত্ব তুলে দেওয়া হবে বলে জানা গেছে। রিয়াল মাদ্রিদের হয়ে টানা তিনটি চ্যাম্পিয়নস লিগ জেতা এই কোচ ২০২১ সালের পর আর কোনো দলের দায়িত্ব নেননি।: [400, 780, 538, 921]
paragraph: বিভিন্ন রাজনৈতিক, সামাজিক ও সাংস্কৃতিক সংগঠন দিনব্যাপী নানা কর্মসূচি পালন করেছে। শিক্ষা প্রতিষ্ঠানগুলোতেও বিশেষ অনুষ্ঠানের আয়োজন করা হয়।: [364, 2257, 524, 2334]
paragraph: জুলিয়ান ফ্রান্সিস ১৯৭১ সালের ২৫ মার্চের পর ভারতের পশ্চিমবঙ্গে শরণার্থীদের ত্রাণ কার্যক্রম পরিচালনার দায়িত্বে ছিলেন। অক্সফামের পক্ষ থেকে তিনি প্রায় এক কোটি শরণার্থীর জন্য ত্রাণ সমন্বয়ের কাজ করেন।: [765, 1432, 945, 1509]
paragraph: আলোচনা সভায় বক্তারা বলেন, মুক্তিযুদ্ধের চেতনা ছিল অসাম্প্রদায়িক, গণতান্ত্রিক ও সাম্যভিত্তিক একটি রাষ্ট্র প্রতিষ্ঠা। সেই লক্ষ্য আজও পুরোপুরি অর্জিত হয়নি।: [957, 1287, 1126, 1364]
paragraph: প্রবীণ ক্রীড়া সংগঠকরা বলছেন, ক্লাবগুলোর আর্থিক সংকট, পৃষ্ঠপোষকের অভাব এবং নিয়মিত লিগ আয়োজন না হওয়াই এই অবনতির প্রধান কারণ। এক সময় খুলনা থেকে জাতীয় দলে খেলেছেন অসংখ্য ফুটবলার।: [549, 420, 783, 502]
paragraph: সময় ডিলোপীর। এসব মহানগরীতে হয়ে সাড়ে সাত কোটি টাকা ব্যয়ে নির্মিত দুটি ফুটওভারব্রীজ এখন কাজে কার্যকর হচ্ছে না। নগরীর ব্যস্ততম সোনাডাঙ্গা মোড়ে, ও ফুল নির্মাণ করা শহরগুলো শিক্ষার এবং জরুরি তাছাড়া দুটি ব্রীজে চলাচল কমছে এবং ব্যবহার হচ্ছে আড়ও ও ছবি তোলার জন্য।: [10, 554, 196, 661]
iran-headline-line3: হাউস স্পিকার: [1357, 1549, 1462, 1571]
paragraph: জাতিসংঘ মহাসচিব উভয় পক্ষকে সংযম প্রদর্শনের আহ্বান জানিয়েছেন। তিনি বলেন, কূটনৈতিক সমাধানই একমাত্র টেকসই পথ।: [1318, 1890, 1502, 1934]
paragraph: সকালে সাভারের জাতীয় স্মৃতিসৌধে পুষ্পস্তবক অর্পণ করা হয়। এরপর দেশের শান্তি, সমৃদ্ধি ও অগ্রগতি কামনা করে বিশেষ মোনাজাত করা হয়।: [364, 2109, 524, 2169]
paragraph: ১৯৮৫ সালের জাতীয় দলে খুলনার চারজন খেলোয়াড় ছিলেন। নব্বইয়ের দশকেও সেই ধারা অব্যাহত ছিল। কিন্তু গত দুই দশকে জাতীয় দলে খুলনার প্রতিনিধিত্ব প্রায় শূন্যের কোঠায় নেমে এসেছে।: [549, 509, 783, 574]
paragraph: স্বাস্থ্য অধিদপ্তরের তথ্য অনুযায়ী, দেশে বছরে প্রায় ৩৫ লাখ শিশুকে ইপিআই কর্মসূচির আওতায় টিকা দেওয়া হয়। টিকাদানের হার ৯৮ শতাংশের বেশি।: [1318, 1363, 1502, 1423]
right-rail: [1318, 1030, 1502, 1940]
sabin-kicker: সাবিন অ্যাওয়ার্ডস ২০২৬: [400, 1030, 754, 1061]
exam-headline: [10, 1030, 389, 1082]
paragraph: এক প্রশ্নের জবাবে জুলিয়ান ফ্রান্সিস বলেন, 'বাংলাদেশ অনেক এগিয়েছে। পোশাক শিল্প, কৃষি ও স্বাস্থ্য খাতে অগ্রগতি চোখে পড়ার মতো। তবে সামাজিক বৈষম্য এখনও বড় চ্যালেঞ্জ।': [957, 1370, 1126, 1445]
jidan-headline-line1: ফ্রান্সের কোচ হতে: [402, 603, 536, 624]
jamaat-headline-line2: জামায়াতের খাদ্যসামগ্রী বিতরণ: [97, 1986, 437, 2018]
